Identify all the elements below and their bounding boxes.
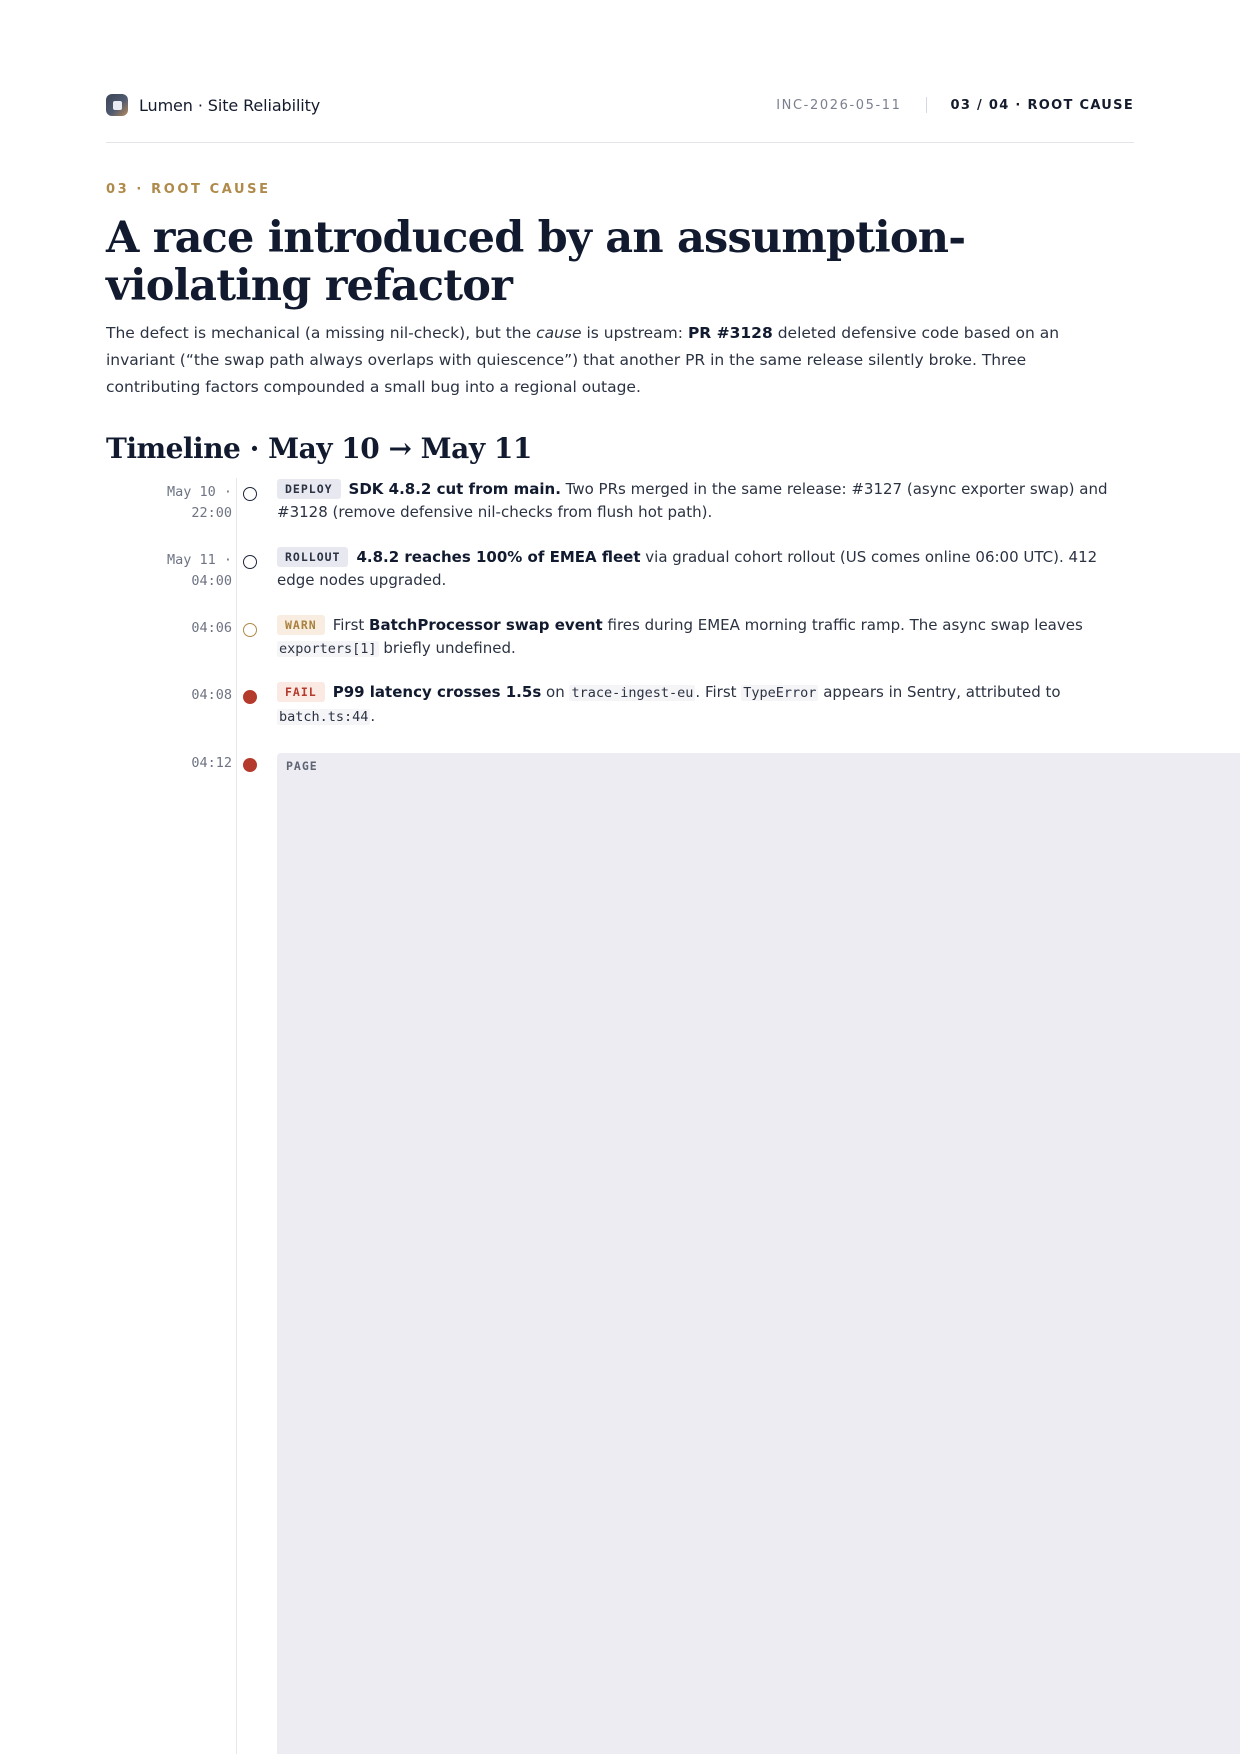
brand [106,90,320,120]
event-text: fires during EMEA morning traffic ramp. The async swap leaves [602,616,1083,634]
page-title: A race introduced by an assumption-violating refactor [106,213,966,311]
event-pre-text: First [332,616,370,634]
lede-text-2: is upstream: [581,324,688,342]
event-headline: 4.8.2 reaches 100% of EMEA fleet [356,548,641,566]
brand-name: Lumen · Site Reliability [139,95,321,115]
lumen-logo-mark [113,101,122,110]
meta-divider [926,97,927,113]
event-marker-neutral [243,487,257,501]
event-headline: SDK 4.8.2 cut from main. [348,480,561,498]
inline-code: TypeError [743,685,817,701]
section-eyebrow: 03 · ROOT CAUSE [106,182,271,197]
event-marker-neutral [243,555,257,569]
event-time: 04:12 [191,755,232,771]
inline-code: batch.ts:44 [279,709,369,725]
event-text: Two PRs merged in the same release: #3127 (async exporter swap) and #3128 (remove defensive nil-checks from flush hot path). [277,480,1108,521]
event-body [277,546,1135,592]
page-header [106,90,1134,143]
lede-text-3: deleted defensive code based on an invariant (“the swap path always overlaps with quiescence”) that another PR in the same release silently broke. Three contributing factors compounded a small bug into a regional outage. [106,324,1060,396]
event-body [277,478,1135,524]
event-headline: BatchProcessor swap event [369,616,603,634]
lede-text-1: The defect is mechanical (a missing nil-check), but the [106,324,537,342]
event-text: via gradual cohort rollout (US comes online 06:00 UTC). 412 edge nodes upgraded. [277,548,1098,589]
event-tag-fail: FAIL [277,682,325,702]
page-event-panel [277,753,1240,1754]
event-body [277,681,1135,729]
event-time: 04:06 [191,620,232,636]
event-body [277,614,1135,661]
inline-code: exporters[1] [279,641,377,657]
document-page [106,0,1134,1754]
event-tag-deploy: DEPLOY [277,479,341,499]
event-time: May 10 · 22:00 [166,484,232,521]
timeline-heading: Timeline · May 10 → May 11 [106,432,532,465]
lumen-logo-icon [106,94,128,116]
event-text: on [541,683,570,701]
event-post-text: briefly undefined. [378,639,516,657]
event-tag-page: PAGE [286,759,318,773]
event-time: 04:08 [191,687,232,703]
incident-id: INC-2026-05-11 [776,97,902,113]
event-tag-warn: WARN [277,615,325,635]
section-lede [106,320,1096,401]
event-time: May 11 · 04:00 [166,552,232,589]
timeline-rail [236,478,237,1754]
header-meta [776,90,1134,120]
lede-emphasis: cause [536,324,582,342]
timeline [106,478,1134,1754]
event-text: appears in Sentry, attributed to [818,683,1061,701]
event-text: . [370,707,376,725]
event-tag-rollout: ROLLOUT [277,547,348,567]
lede-pr-reference: PR #3128 [687,324,773,342]
event-text: . First [695,683,742,701]
page-indicator: 03 / 04 · ROOT CAUSE [950,97,1134,113]
event-marker-fail [243,758,257,772]
inline-code: trace-ingest-eu [571,685,694,701]
event-headline: P99 latency crosses 1.5s [332,683,542,701]
event-marker-fail [243,690,257,704]
event-marker-warn [243,623,257,637]
